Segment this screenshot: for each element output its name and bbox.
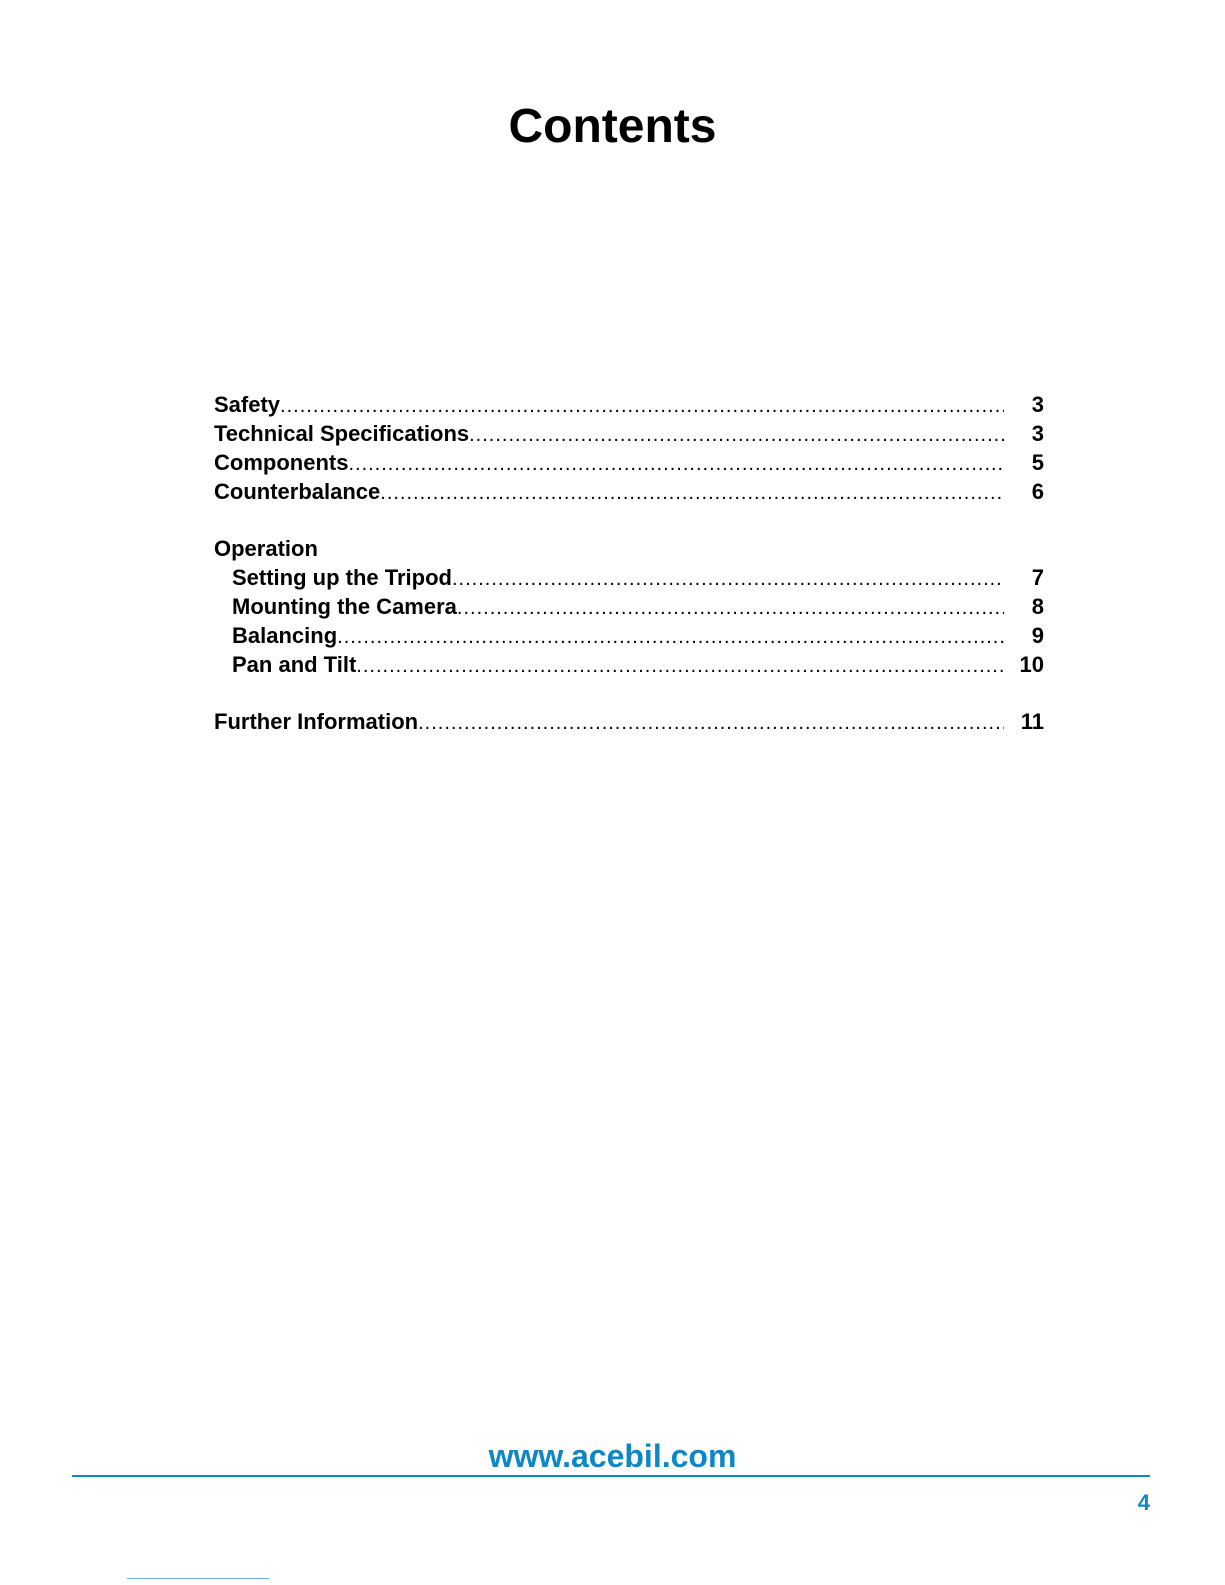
toc-dot-leader bbox=[356, 652, 1004, 681]
toc-entry-label: Mounting the Camera bbox=[232, 594, 457, 619]
toc-entry-page: 8 bbox=[1031, 594, 1044, 619]
toc-entry-label: Safety bbox=[214, 392, 281, 417]
page-title: Contents bbox=[508, 100, 717, 153]
toc-entry-further-information[interactable] bbox=[214, 707, 1044, 736]
toc-entry-label: Components bbox=[214, 450, 349, 475]
toc-entry-counterbalance[interactable] bbox=[214, 477, 1044, 506]
toc-entry-label: Technical Specifications bbox=[214, 421, 470, 446]
toc-entry-balancing[interactable] bbox=[214, 621, 1044, 650]
footer-divider bbox=[72, 1475, 1150, 1477]
toc-entry-page: 5 bbox=[1031, 450, 1044, 475]
toc-dot-leader bbox=[418, 709, 1004, 738]
toc-entry-page: 3 bbox=[1031, 392, 1044, 417]
toc-entry-page: 11 bbox=[1020, 709, 1044, 734]
table-of-contents bbox=[214, 390, 1044, 736]
toc-entry-label: Further Information bbox=[214, 709, 419, 734]
toc-dot-leader bbox=[280, 392, 1004, 421]
toc-entry-pan-and-tilt[interactable] bbox=[214, 650, 1044, 679]
toc-entry-page: 6 bbox=[1031, 479, 1044, 504]
toc-entry-page: 10 bbox=[1019, 652, 1044, 677]
toc-entry-label: Setting up the Tripod bbox=[232, 565, 452, 590]
footer-website-link[interactable]: www.acebil.com bbox=[488, 1438, 737, 1474]
toc-entry-label: Pan and Tilt bbox=[232, 652, 357, 677]
toc-entry-page: 7 bbox=[1031, 565, 1044, 590]
toc-entry-technical-specifications[interactable] bbox=[214, 419, 1044, 448]
toc-dot-leader bbox=[337, 623, 1004, 652]
toc-heading-operation: Operation bbox=[214, 536, 318, 561]
toc-dot-leader bbox=[452, 565, 1004, 594]
toc-entry-safety[interactable] bbox=[214, 390, 1044, 419]
toc-dot-leader bbox=[469, 421, 1004, 450]
bottom-edge-mark bbox=[127, 1578, 269, 1579]
toc-entry-components[interactable] bbox=[214, 448, 1044, 477]
toc-entry-page: 9 bbox=[1031, 623, 1044, 648]
toc-entry-label: Counterbalance bbox=[214, 479, 381, 504]
toc-entry-mounting-the-camera[interactable] bbox=[214, 592, 1044, 621]
toc-entry-page: 3 bbox=[1031, 421, 1044, 446]
toc-entry-label: Balancing bbox=[232, 623, 338, 648]
toc-dot-leader bbox=[348, 450, 1004, 479]
toc-dot-leader bbox=[380, 479, 1004, 508]
toc-entry-setting-up-the-tripod[interactable] bbox=[214, 563, 1044, 592]
page-number: 4 bbox=[1137, 1490, 1150, 1515]
toc-section-gap bbox=[214, 506, 1044, 534]
toc-section-gap bbox=[214, 679, 1044, 707]
toc-dot-leader bbox=[457, 594, 1004, 623]
